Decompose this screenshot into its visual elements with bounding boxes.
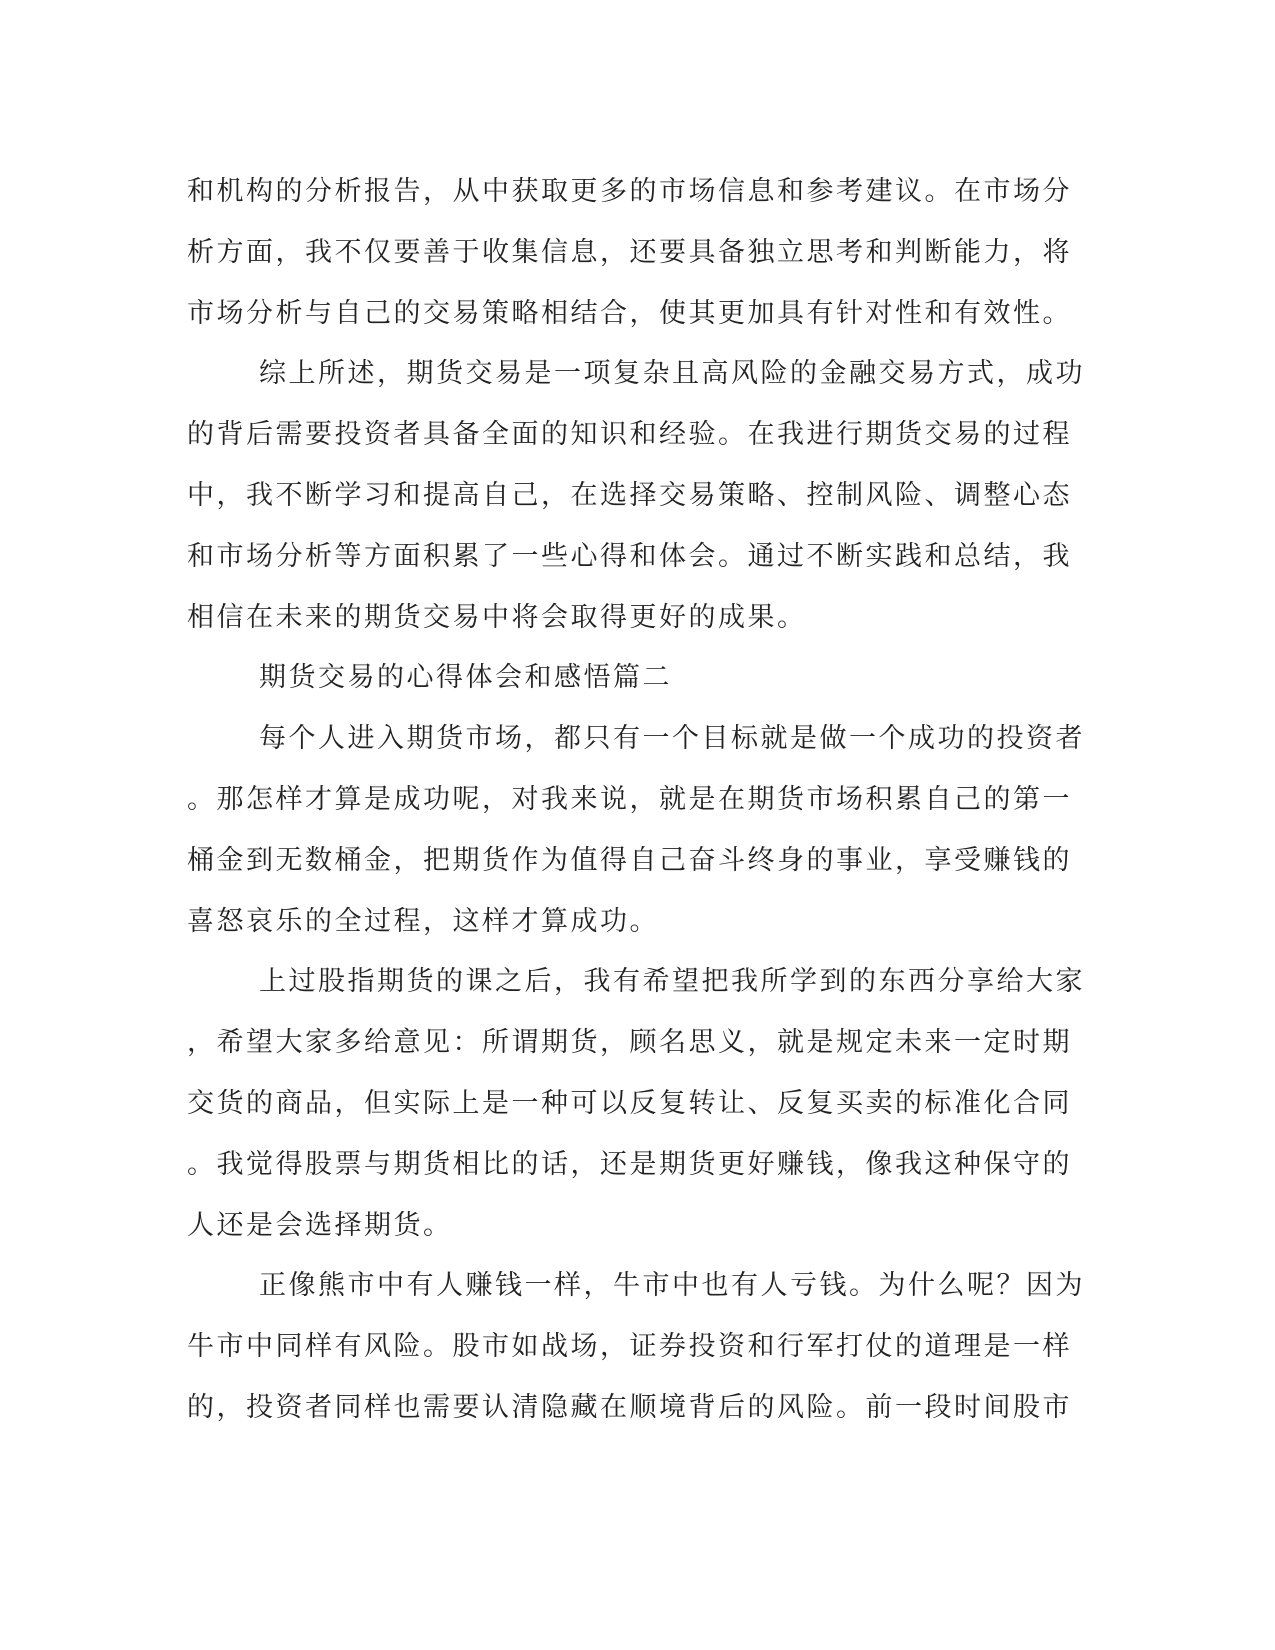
text-line: 的背后需要投资者具备全面的知识和经验。在我进行期货交易的过程 — [187, 419, 1072, 451]
text-line: 。我觉得股票与期货相比的话，还是期货更好赚钱，像我这种保守的 — [187, 1148, 1072, 1180]
paragraph-start-line: 上过股指期货的课之后，我有希望把我所学到的东西分享给大家 — [259, 966, 1085, 998]
text-line: 喜怒哀乐的全过程，这样才算成功。 — [187, 905, 659, 937]
paragraph-start-line: 综上所述，期货交易是一项复杂且高风险的金融交易方式，成功 — [259, 358, 1085, 390]
text-line: 牛市中同样有风险。股市如战场，证券投资和行军打仗的道理是一样 — [187, 1331, 1072, 1363]
text-line: 相信在未来的期货交易中将会取得更好的成果。 — [187, 601, 807, 633]
section-heading: 期货交易的心得体会和感悟篇二 — [259, 662, 672, 694]
text-line: 和市场分析等方面积累了一些心得和体会。通过不断实践和总结，我 — [187, 540, 1072, 572]
text-line: 。那怎样才算是成功呢，对我来说，就是在期货市场积累自己的第一 — [187, 783, 1072, 815]
text-line: 人还是会选择期货。 — [187, 1209, 453, 1241]
text-line: 桶金到无数桶金，把期货作为值得自己奋斗终身的事业，享受赚钱的 — [187, 844, 1072, 876]
paragraph-start-line: 正像熊市中有人赚钱一样，牛市中也有人亏钱。为什么呢？因为 — [259, 1270, 1085, 1302]
document-body — [187, 162, 1085, 1439]
text-line: 中，我不断学习和提高自己，在选择交易策略、控制风险、调整心态 — [187, 479, 1072, 511]
text-line: 和机构的分析报告，从中获取更多的市场信息和参考建议。在市场分 — [187, 176, 1072, 207]
text-line: 市场分析与自己的交易策略相结合，使其更加具有针对性和有效性。 — [187, 297, 1072, 329]
text-line: 的，投资者同样也需要认清隐藏在顺境背后的风险。前一段时间股市 — [187, 1391, 1072, 1423]
text-line: 交货的商品，但实际上是一种可以反复转让、反复买卖的标准化合同 — [187, 1087, 1072, 1119]
text-line: ，希望大家多给意见：所谓期货，顾名思义，就是规定未来一定时期 — [187, 1027, 1072, 1059]
paragraph-start-line: 每个人进入期货市场，都只有一个目标就是做一个成功的投资者 — [259, 723, 1085, 755]
text-line: 析方面，我不仅要善于收集信息，还要具备独立思考和判断能力，将 — [187, 236, 1072, 268]
